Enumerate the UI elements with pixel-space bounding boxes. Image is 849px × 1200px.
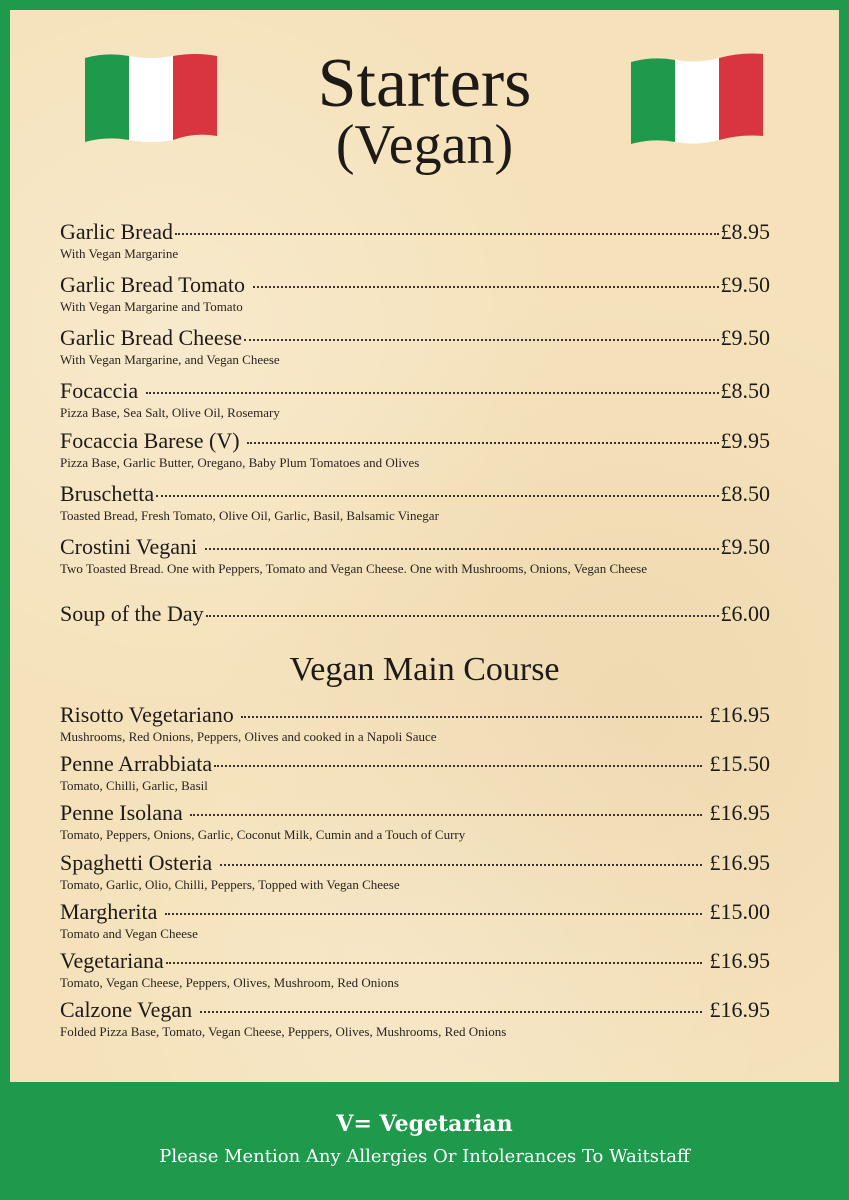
menu-item (60, 219, 770, 261)
leader-dots (175, 233, 719, 235)
leader-dots (206, 615, 719, 617)
item-description: Tomato, Peppers, Onions, Garlic, Coconut Milk, Cumin and a Touch of Curry (60, 827, 466, 842)
item-price: £16.95 (704, 800, 770, 825)
item-name: Spaghetti Osteria (60, 850, 218, 875)
item-price: £16.95 (704, 702, 770, 727)
item-price: £9.50 (720, 534, 770, 559)
leader-dots (247, 442, 718, 444)
item-price: £8.50 (720, 378, 770, 403)
menu-item (60, 601, 770, 627)
item-description: Toasted Bread, Fresh Tomato, Olive Oil, Garlic, Basil, Balsamic Vinegar (60, 508, 439, 523)
item-description: Pizza Base, Garlic Butter, Oregano, Baby Plum Tomatoes and Olives (60, 455, 420, 470)
allergy-notice: Please Mention Any Allergies Or Intolerances To Waitstaff (159, 1146, 690, 1167)
menu-item (60, 751, 770, 793)
leader-dots (156, 495, 718, 497)
item-price: £8.95 (720, 219, 770, 244)
item-price: £9.50 (720, 325, 770, 350)
item-price: £16.95 (704, 948, 770, 973)
page-title: Starters (317, 45, 532, 122)
leader-dots (220, 864, 702, 866)
item-price: £9.95 (720, 428, 770, 453)
menu-item (60, 272, 770, 314)
item-name: Focaccia (60, 378, 144, 403)
leader-dots (165, 913, 702, 915)
item-description: Tomato, Chilli, Garlic, Basil (60, 778, 208, 793)
item-description: Tomato and Vegan Cheese (60, 926, 198, 941)
leader-dots (205, 548, 719, 550)
item-description: Two Toasted Bread. One with Peppers, Tomato and Vegan Cheese. One with Mushrooms, Onions, Vegan Cheese (60, 561, 647, 576)
item-name: Calzone Vegan (60, 997, 198, 1022)
leader-dots (146, 392, 719, 394)
leader-dots (166, 962, 702, 964)
vegetarian-key: V= Vegetarian (336, 1111, 513, 1137)
menu-item (60, 997, 770, 1039)
leader-dots (200, 1011, 702, 1013)
leader-dots (253, 286, 719, 288)
item-price: £15.00 (704, 899, 770, 924)
item-description: Pizza Base, Sea Salt, Olive Oil, Rosemary (60, 405, 280, 420)
menu-item (60, 481, 770, 523)
item-name: Garlic Bread Tomato (60, 272, 251, 297)
item-description: Folded Pizza Base, Tomato, Vegan Cheese, Peppers, Olives, Mushrooms, Red Onions (60, 1024, 507, 1039)
item-name: Vegetariana (60, 948, 164, 973)
menu-item (60, 800, 770, 842)
item-name: Penne Isolana (60, 800, 189, 825)
menu-item (60, 378, 770, 420)
item-price: £15.50 (704, 751, 770, 776)
item-price: £6.00 (720, 601, 770, 626)
leader-dots (214, 765, 702, 767)
menu-item (60, 948, 770, 990)
menu-item (60, 899, 770, 941)
item-name: Margherita (60, 899, 163, 924)
item-price: £16.95 (704, 997, 770, 1022)
page-subtitle: (Vegan) (335, 114, 514, 176)
leader-dots (241, 716, 702, 718)
item-name: Risotto Vegetariano (60, 702, 240, 727)
item-price: £16.95 (704, 850, 770, 875)
item-name: Penne Arrabbiata (60, 751, 213, 776)
item-description: Tomato, Garlic, Olio, Chilli, Peppers, Topped with Vegan Cheese (60, 877, 400, 892)
menu-item (60, 325, 770, 367)
item-name: Garlic Bread (60, 219, 173, 244)
section-heading-mains: Vegan Main Course (289, 651, 560, 688)
menu-item (60, 428, 770, 470)
menu-item (60, 850, 770, 892)
item-description: With Vegan Margarine and Tomato (60, 299, 243, 314)
menu-item (60, 702, 770, 744)
item-name: Crostini Vegani (60, 534, 203, 559)
item-price: £9.50 (720, 272, 770, 297)
leader-dots (190, 814, 702, 816)
item-description: With Vegan Margarine, and Vegan Cheese (60, 352, 280, 367)
item-name: Garlic Bread Cheese (60, 325, 243, 350)
item-description: Tomato, Vegan Cheese, Peppers, Olives, Mushroom, Red Onions (60, 975, 399, 990)
item-name: Focaccia Barese (V) (60, 428, 246, 453)
item-description: Mushrooms, Red Onions, Peppers, Olives and cooked in a Napoli Sauce (60, 729, 437, 744)
menu-item (60, 534, 770, 576)
item-description: With Vegan Margarine (60, 246, 179, 261)
item-name: Bruschetta (60, 481, 155, 506)
leader-dots (244, 339, 718, 341)
item-name: Soup of the Day (60, 601, 204, 626)
item-price: £8.50 (720, 481, 770, 506)
